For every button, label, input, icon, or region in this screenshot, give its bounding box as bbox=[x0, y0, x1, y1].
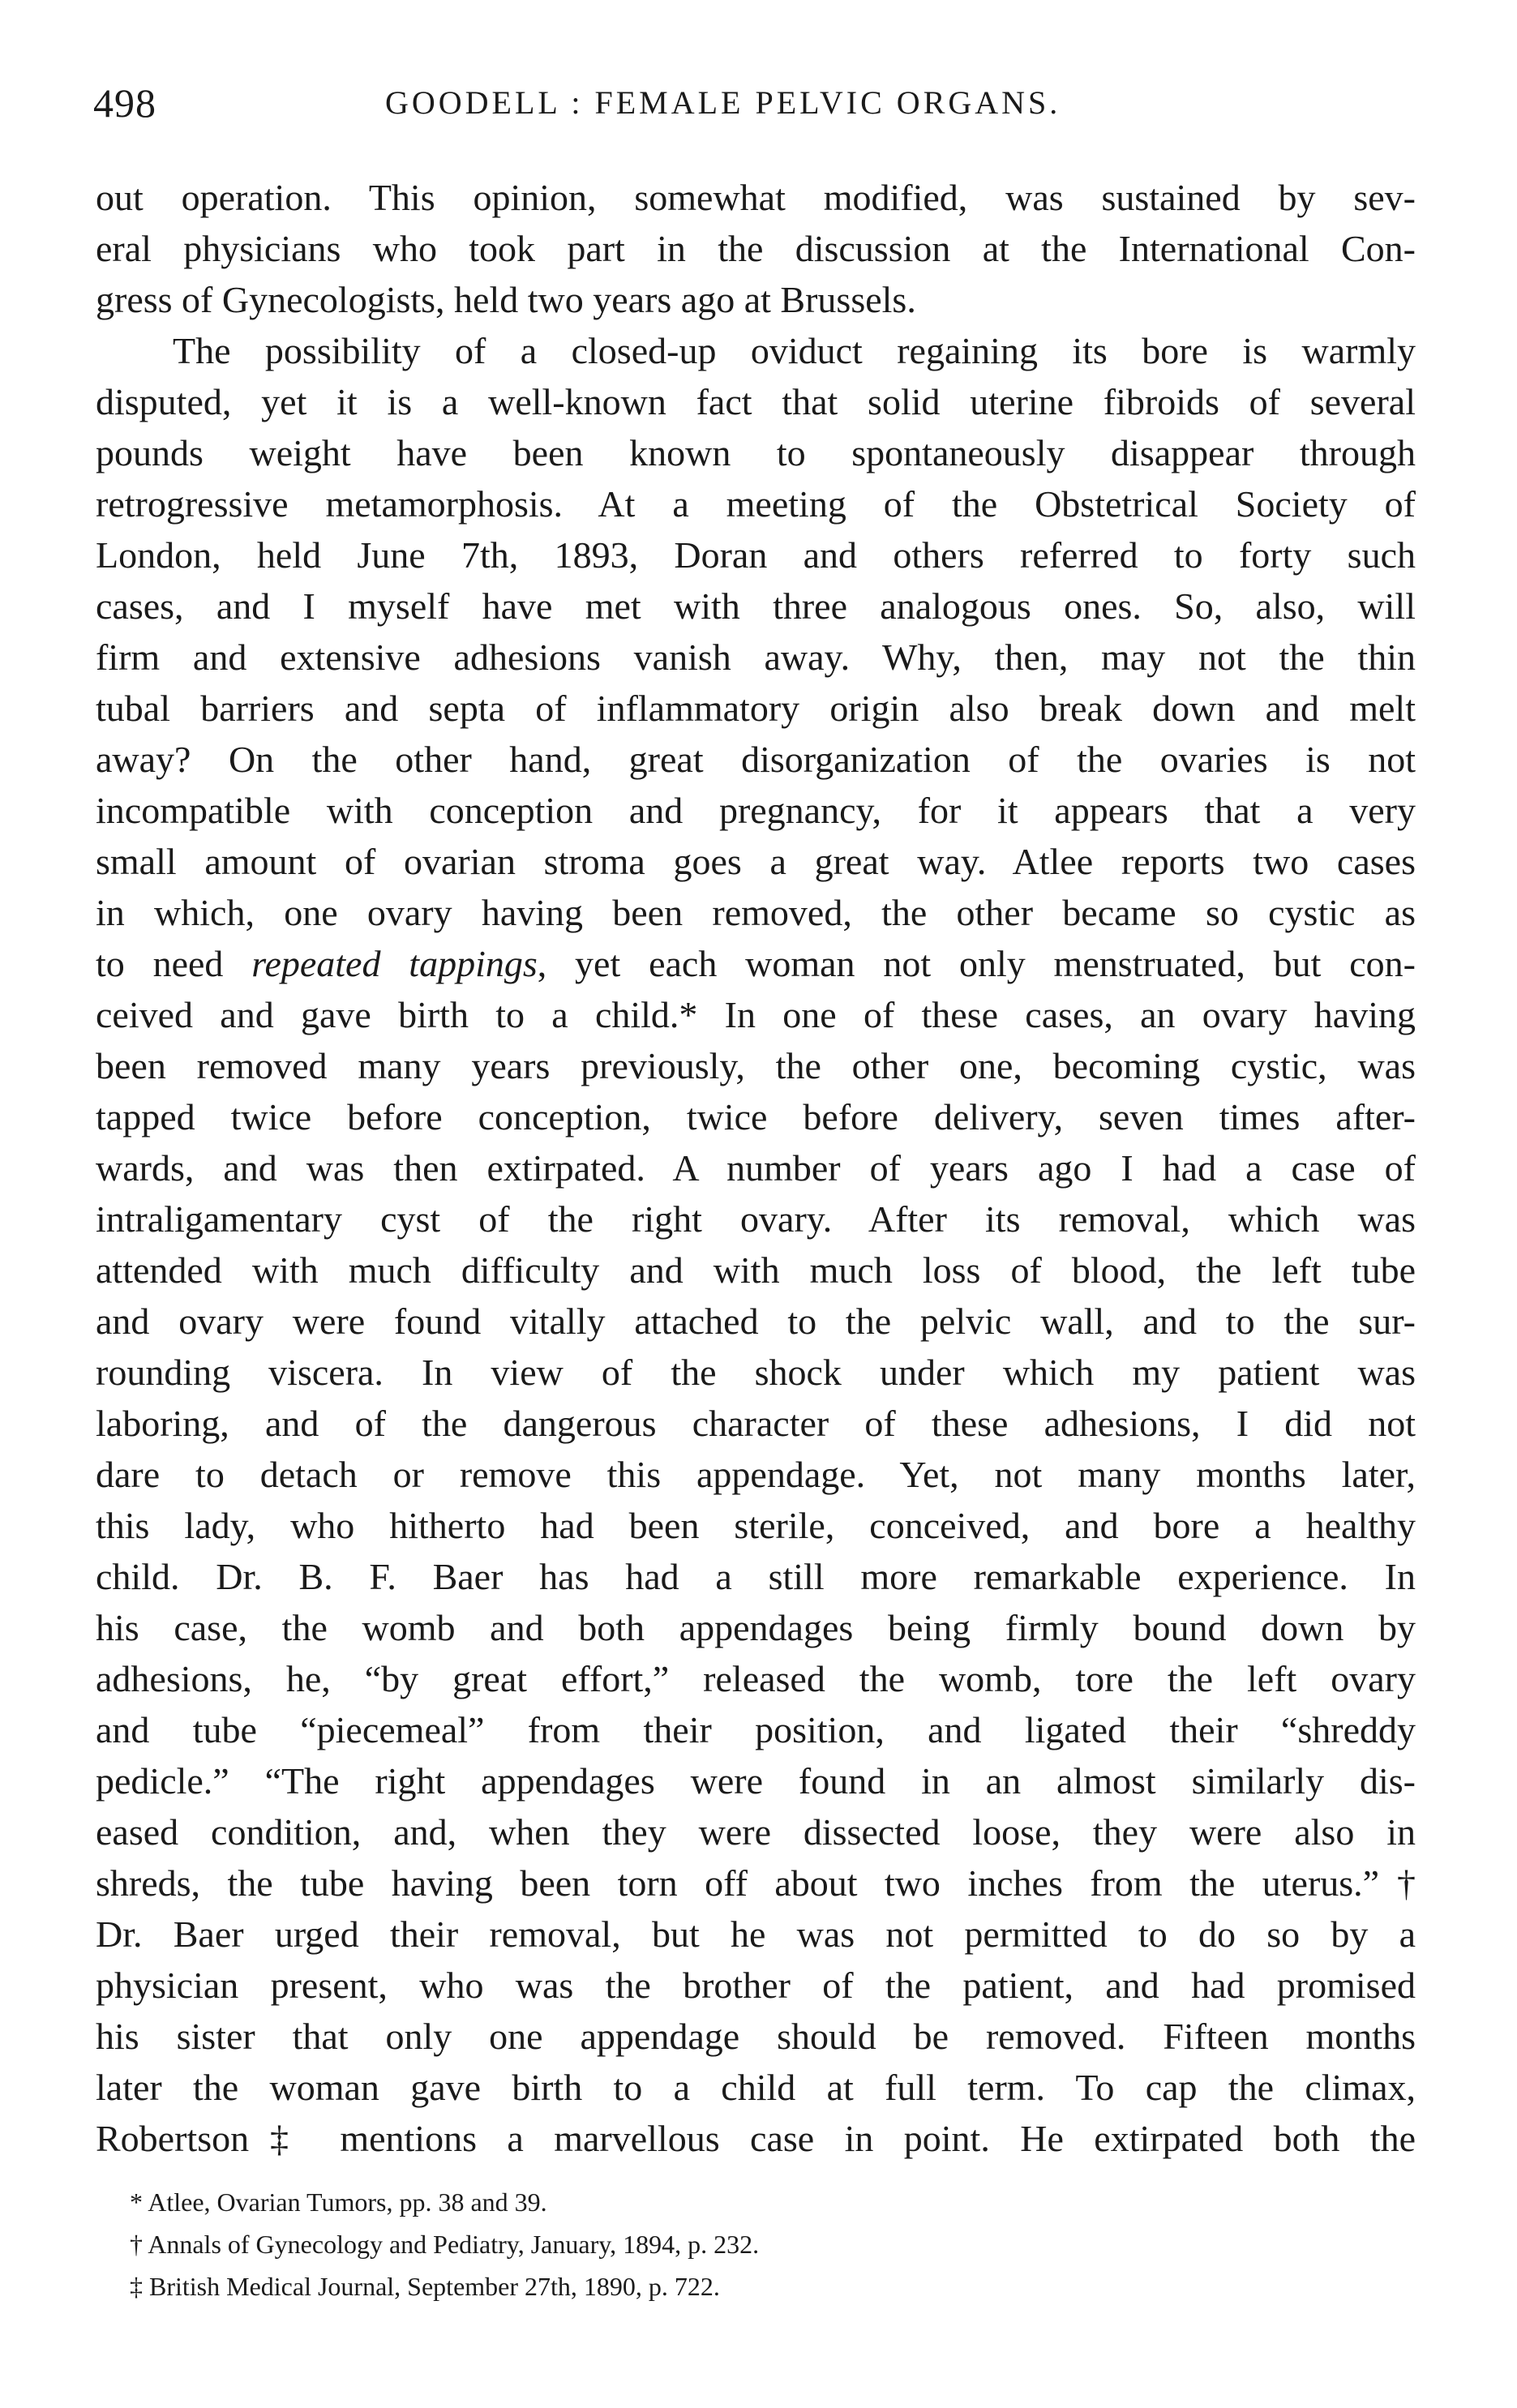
text-line: pedicle.” “The right appendages were found in an almost similarly dis- bbox=[96, 1760, 1416, 1802]
running-head bbox=[93, 75, 1423, 131]
text-line: shreds, the tube having been torn off about two inches from the uterus.”† bbox=[96, 1862, 1416, 1904]
text-line: retrogressive metamorphosis. At a meeting of the Obstetrical Society of bbox=[96, 483, 1416, 525]
footnote: ‡ British Medical Journal, September 27th, 1890, p. 722. bbox=[130, 2272, 720, 2301]
text-line: his sister that only one appendage should be removed. Fifteen months bbox=[96, 2016, 1416, 2057]
text-line: child. Dr. B. F. Baer has had a still more remarkable experience. In bbox=[96, 1556, 1416, 1597]
text-line: wards, and was then extirpated. A number of years ago I had a case of bbox=[96, 1147, 1416, 1189]
text-line: dare to detach or remove this appendage. Yet, not many months later, bbox=[96, 1454, 1416, 1495]
text-line: tubal barriers and septa of inflammatory origin also break down and melt bbox=[96, 688, 1416, 729]
text-line: intraligamentary cyst of the right ovary. After its removal, which was bbox=[96, 1198, 1416, 1240]
footnote: † Annals of Gynecology and Pediatry, January, 1894, p. 232. bbox=[130, 2230, 760, 2259]
running-title: GOODELL : FEMALE PELVIC ORGANS. bbox=[385, 84, 1061, 121]
text-line: eased condition, and, when they were dissected loose, they were also in bbox=[96, 1811, 1416, 1853]
text-segment: , yet each woman not only menstruated, but con- bbox=[537, 943, 1416, 984]
footnote: * Atlee, Ovarian Tumors, pp. 38 and 39. bbox=[130, 2187, 547, 2217]
text-line: physician present, who was the brother of the patient, and had promised bbox=[96, 1965, 1416, 2006]
text-line: and tube “piecemeal” from their position, and ligated their “shreddy bbox=[96, 1709, 1416, 1750]
text-line: rounding viscera. In view of the shock under which my patient was bbox=[96, 1352, 1416, 1393]
text-line: adhesions, he, “by great effort,” released the womb, tore the left ovary bbox=[96, 1658, 1416, 1699]
text-line: ceived and gave birth to a child.* In one of these cases, an ovary having bbox=[96, 994, 1416, 1035]
text-line: Robertson‡ mentions a marvellous case in point. He extirpated both the bbox=[96, 2118, 1416, 2159]
text-line: small amount of ovarian stroma goes a great way. Atlee reports two cases bbox=[96, 841, 1416, 882]
italic-phrase: repeated tappings bbox=[251, 943, 538, 984]
footnotes bbox=[130, 2181, 1184, 2307]
text-line: eral physicians who took part in the discussion at the International Con- bbox=[96, 228, 1416, 269]
text-line: this lady, who hitherto had been sterile, conceived, and bore a healthy bbox=[96, 1505, 1416, 1546]
text-line: tapped twice before conception, twice before delivery, seven times after- bbox=[96, 1096, 1416, 1138]
text-line: been removed many years previously, the other one, becoming cystic, was bbox=[96, 1045, 1416, 1086]
text-line: cases, and I myself have met with three analogous ones. So, also, will bbox=[96, 585, 1416, 627]
text-line: away? On the other hand, great disorganization of the ovaries is not bbox=[96, 739, 1416, 780]
text-line-with-italic bbox=[96, 938, 1416, 989]
text-line: out operation. This opinion, somewhat modified, was sustained by sev- bbox=[96, 177, 1416, 218]
text-line: firm and extensive adhesions vanish away. Why, then, may not the thin bbox=[96, 636, 1416, 678]
text-line: attended with much difficulty and with much loss of blood, the left tube bbox=[96, 1249, 1416, 1291]
text-line: pounds weight have been known to spontaneously disappear through bbox=[96, 432, 1416, 473]
text-line: Dr. Baer urged their removal, but he was not permitted to do so by a bbox=[96, 1913, 1416, 1955]
text-line: disputed, yet it is a well-known fact that solid uterine fibroids of several bbox=[96, 381, 1416, 422]
text-line: London, held June 7th, 1893, Doran and others referred to forty such bbox=[96, 534, 1416, 576]
text-line: later the woman gave birth to a child at full term. To cap the climax, bbox=[96, 2067, 1416, 2108]
text-segment: to need bbox=[96, 943, 252, 984]
body-text bbox=[96, 172, 1416, 2164]
text-line: in which, one ovary having been removed, the other became so cystic as bbox=[96, 892, 1416, 933]
text-line: his case, the womb and both appendages being firmly bound down by bbox=[96, 1607, 1416, 1648]
text-line: and ovary were found vitally attached to the pelvic wall, and to the sur- bbox=[96, 1300, 1416, 1342]
text-line: incompatible with conception and pregnancy, for it appears that a very bbox=[96, 790, 1416, 831]
text-line: gress of Gynecologists, held two years ago at Brussels. bbox=[96, 279, 916, 320]
paragraph-start-line: The possibility of a closed-up oviduct regaining its bore is warmly bbox=[173, 330, 1416, 371]
text-line: laboring, and of the dangerous character of these adhesions, I did not bbox=[96, 1403, 1416, 1444]
page-number: 498 bbox=[93, 80, 156, 126]
